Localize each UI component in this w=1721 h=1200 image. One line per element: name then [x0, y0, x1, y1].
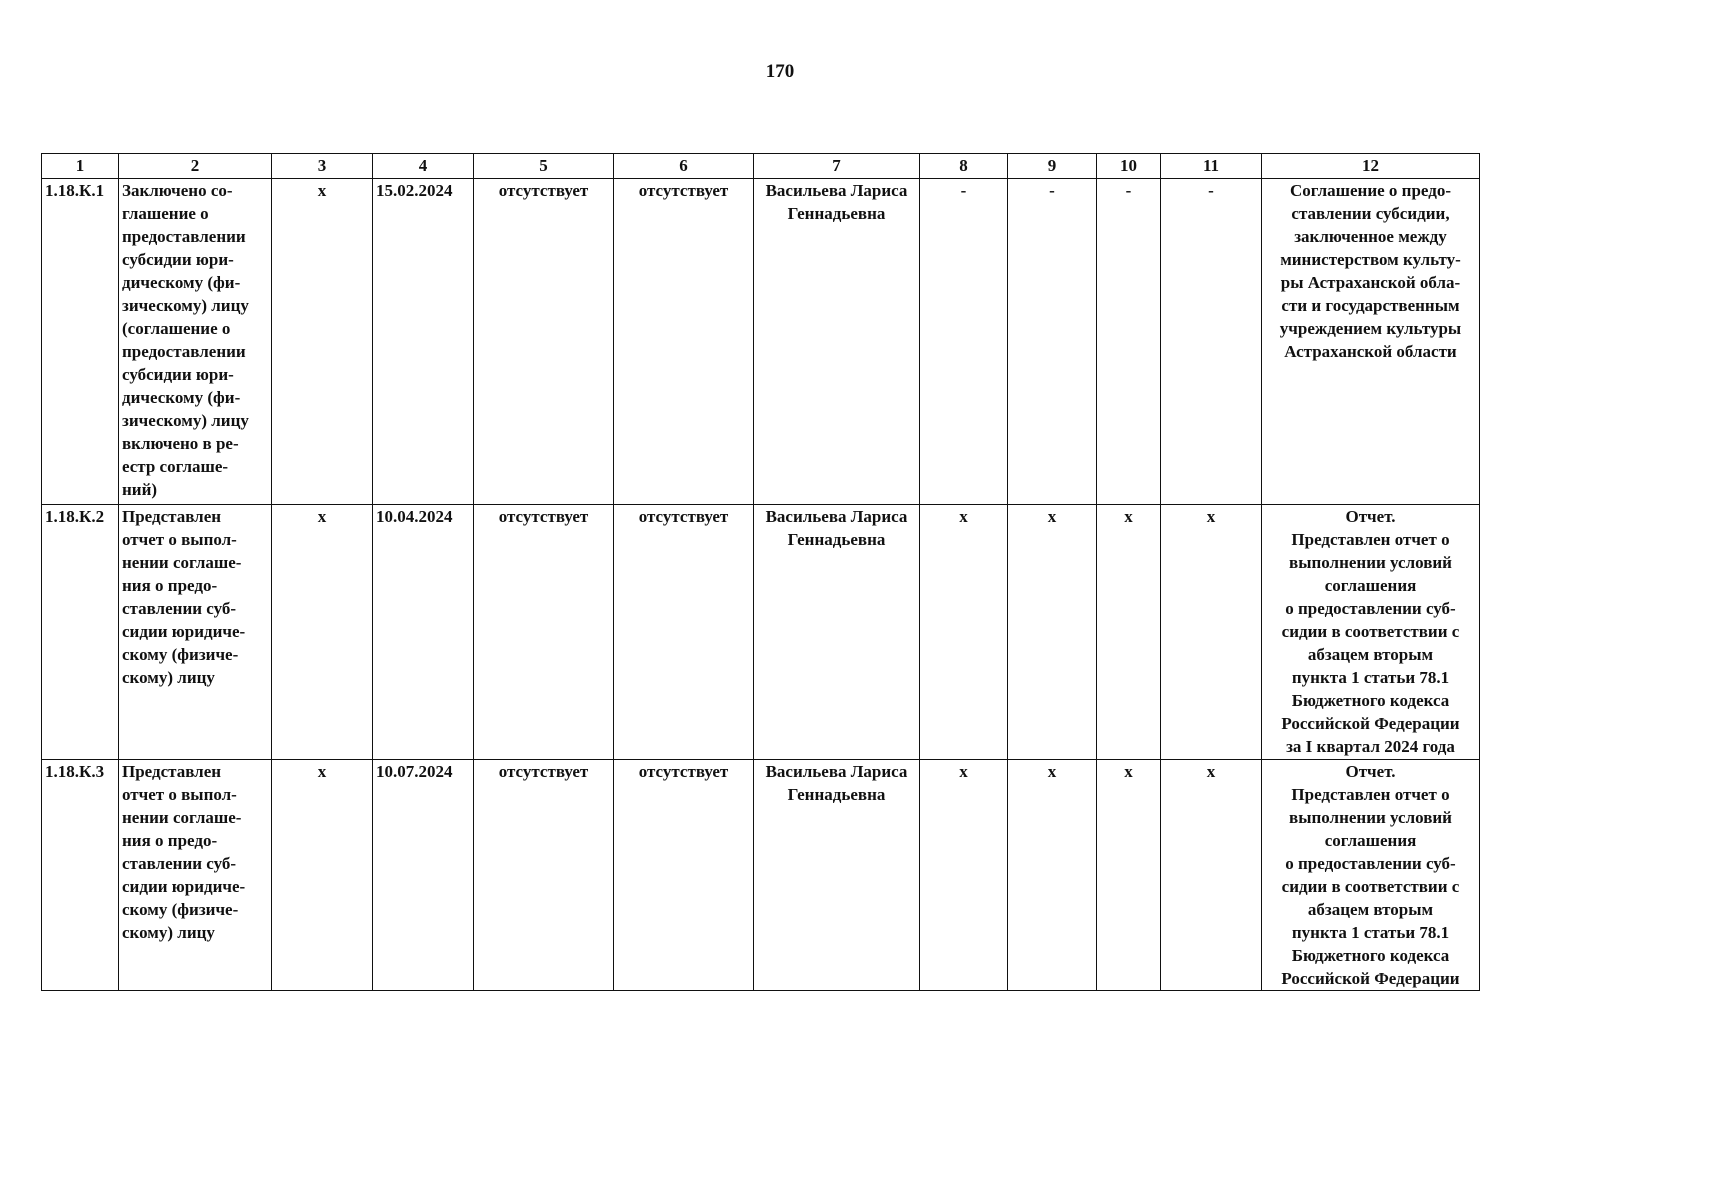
column-header: 12 — [1262, 154, 1480, 179]
result-description: Отчет. Представлен отчет о выполнении условий соглашения о предоставлении суб- сидии в соответствии с абзацем вторым пункта 1 статьи 78.1 Бюджетного кодекса Российской Федерации — [1262, 760, 1480, 991]
cell-col5: отсутствует — [474, 179, 614, 505]
cell-col6: отсутствует — [614, 505, 754, 760]
cell-col3: х — [272, 505, 373, 760]
cell-col6: отсутствует — [614, 760, 754, 991]
column-header: 10 — [1097, 154, 1161, 179]
cell-col11: х — [1161, 760, 1262, 991]
cell-col3: х — [272, 179, 373, 505]
event-description: Представлен отчет о выпол- нении соглаше- ния о предо- ставлении суб- сидии юридиче- скому (физиче- скому) лицу — [119, 505, 272, 760]
column-header: 6 — [614, 154, 754, 179]
result-description: Соглашение о предо- ставлении субсидии, заключенное между министерством культу- ры Астраханской обла- сти и государственным учреждением культуры Астраханской области — [1262, 179, 1480, 505]
cell-col10: х — [1097, 760, 1161, 991]
column-header: 9 — [1008, 154, 1097, 179]
column-header: 3 — [272, 154, 373, 179]
column-header: 8 — [920, 154, 1008, 179]
cell-col9: - — [1008, 179, 1097, 505]
date-cell: 10.04.2024 — [373, 505, 474, 760]
column-header: 5 — [474, 154, 614, 179]
column-header: 7 — [754, 154, 920, 179]
date-cell: 15.02.2024 — [373, 179, 474, 505]
table-row — [42, 505, 1480, 760]
row-id: 1.18.К.2 — [42, 505, 119, 760]
plan-table — [41, 153, 1480, 991]
cell-col5: отсутствует — [474, 760, 614, 991]
header-row — [42, 154, 1480, 179]
column-header: 11 — [1161, 154, 1262, 179]
cell-col3: х — [272, 760, 373, 991]
cell-col8: х — [920, 505, 1008, 760]
cell-col11: - — [1161, 179, 1262, 505]
cell-col5: отсутствует — [474, 505, 614, 760]
cell-col10: - — [1097, 179, 1161, 505]
column-header: 4 — [373, 154, 474, 179]
page-number: 170 — [765, 61, 795, 82]
cell-col8: х — [920, 760, 1008, 991]
event-description: Представлен отчет о выпол- нении соглаше- ния о предо- ставлении суб- сидии юридиче- скому (физиче- скому) лицу — [119, 760, 272, 991]
responsible-person: Васильева Лариса Геннадьевна — [754, 760, 920, 991]
result-description: Отчет. Представлен отчет о выполнении условий соглашения о предоставлении суб- сидии в соответствии с абзацем вторым пункта 1 статьи 78.1 Бюджетного кодекса Российской Федерации за I квартал 2024 года — [1262, 505, 1480, 760]
responsible-person: Васильева Лариса Геннадьевна — [754, 505, 920, 760]
table-row — [42, 760, 1480, 991]
cell-col9: х — [1008, 760, 1097, 991]
cell-col11: х — [1161, 505, 1262, 760]
column-header: 2 — [119, 154, 272, 179]
table-row — [42, 179, 1480, 505]
cell-col6: отсутствует — [614, 179, 754, 505]
row-id: 1.18.К.1 — [42, 179, 119, 505]
responsible-person: Васильева Лариса Геннадьевна — [754, 179, 920, 505]
row-id: 1.18.К.3 — [42, 760, 119, 991]
cell-col8: - — [920, 179, 1008, 505]
column-header: 1 — [42, 154, 119, 179]
cell-col9: х — [1008, 505, 1097, 760]
cell-col10: х — [1097, 505, 1161, 760]
date-cell: 10.07.2024 — [373, 760, 474, 991]
event-description: Заключено со- глашение о предоставлении субсидии юри- дическому (фи- зическому) лицу (соглашение о предоставлении субсидии юри- дическому (фи- зическому) лицу включено в ре- естр соглаше- ний) — [119, 179, 272, 505]
